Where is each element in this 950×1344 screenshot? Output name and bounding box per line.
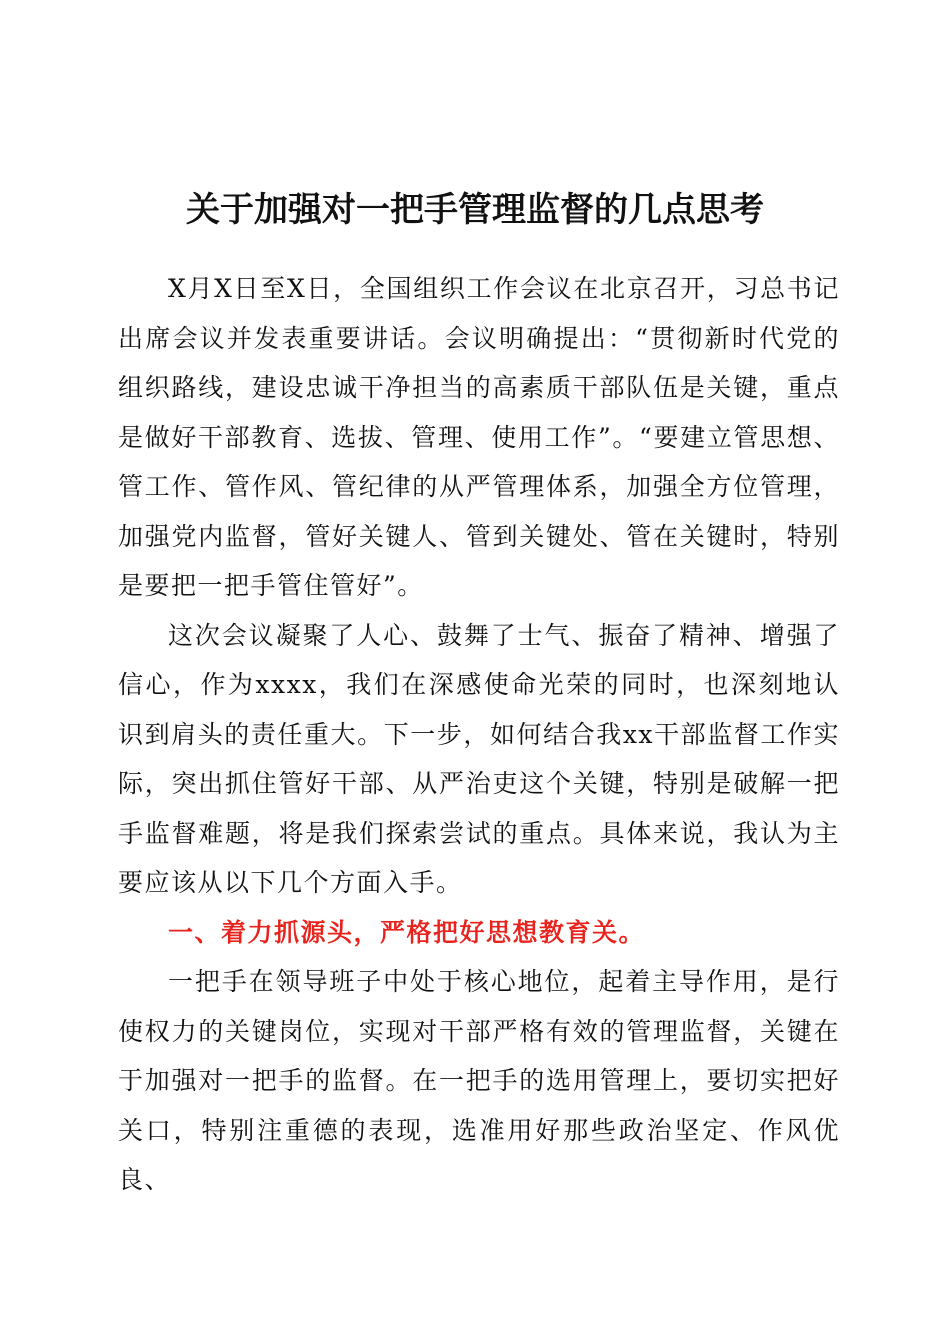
paragraph-intro: X月X日至X日，全国组织工作会议在北京召开，习总书记出席会议并发表重要讲话。会议明确提出：“贯彻新时代党的组织路线，建设忠诚干净担当的高素质干部队伍是关键，重点是做好干部教育、选拔、管理、使用工作”。“要建立管思想、管工作、管作风、管纪律的从严管理体系，加强全方位管理，加强党内监督，管好关键人、管到关键处、管在关键时，特别是要把一把手管住管好”。 xyxy=(118,274,840,600)
document-body xyxy=(118,264,840,1205)
document-title: 关于加强对一把手管理监督的几点思考 xyxy=(186,190,764,230)
paragraph-meeting-significance: 这次会议凝聚了人心、鼓舞了士气、振奋了精神、增强了信心，作为xxxx，我们在深感使命光荣的同时，也深刻地认识到肩头的责任重大。下一步，如何结合我xx干部监督工作实际，突出抓住管好干部、从严治吏这个关键，特别是破解一把手监督难题，将是我们探索尝试的重点。具体来说，我认为主要应该从以下几个方面入手。 xyxy=(118,620,840,897)
section-heading-1: 一、着力抓源头，严格把好思想教育关。 xyxy=(168,917,646,947)
paragraph-section-1: 一把手在领导班子中处于核心地位，起着主导作用，是行使权力的关键岗位，实现对干部严格有效的管理监督，关键在于加强对一把手的监督。在一把手的选用管理上，要切实把好关口，特别注重德的表现，选准用好那些政治坚定、作风优良、 xyxy=(118,967,840,1194)
